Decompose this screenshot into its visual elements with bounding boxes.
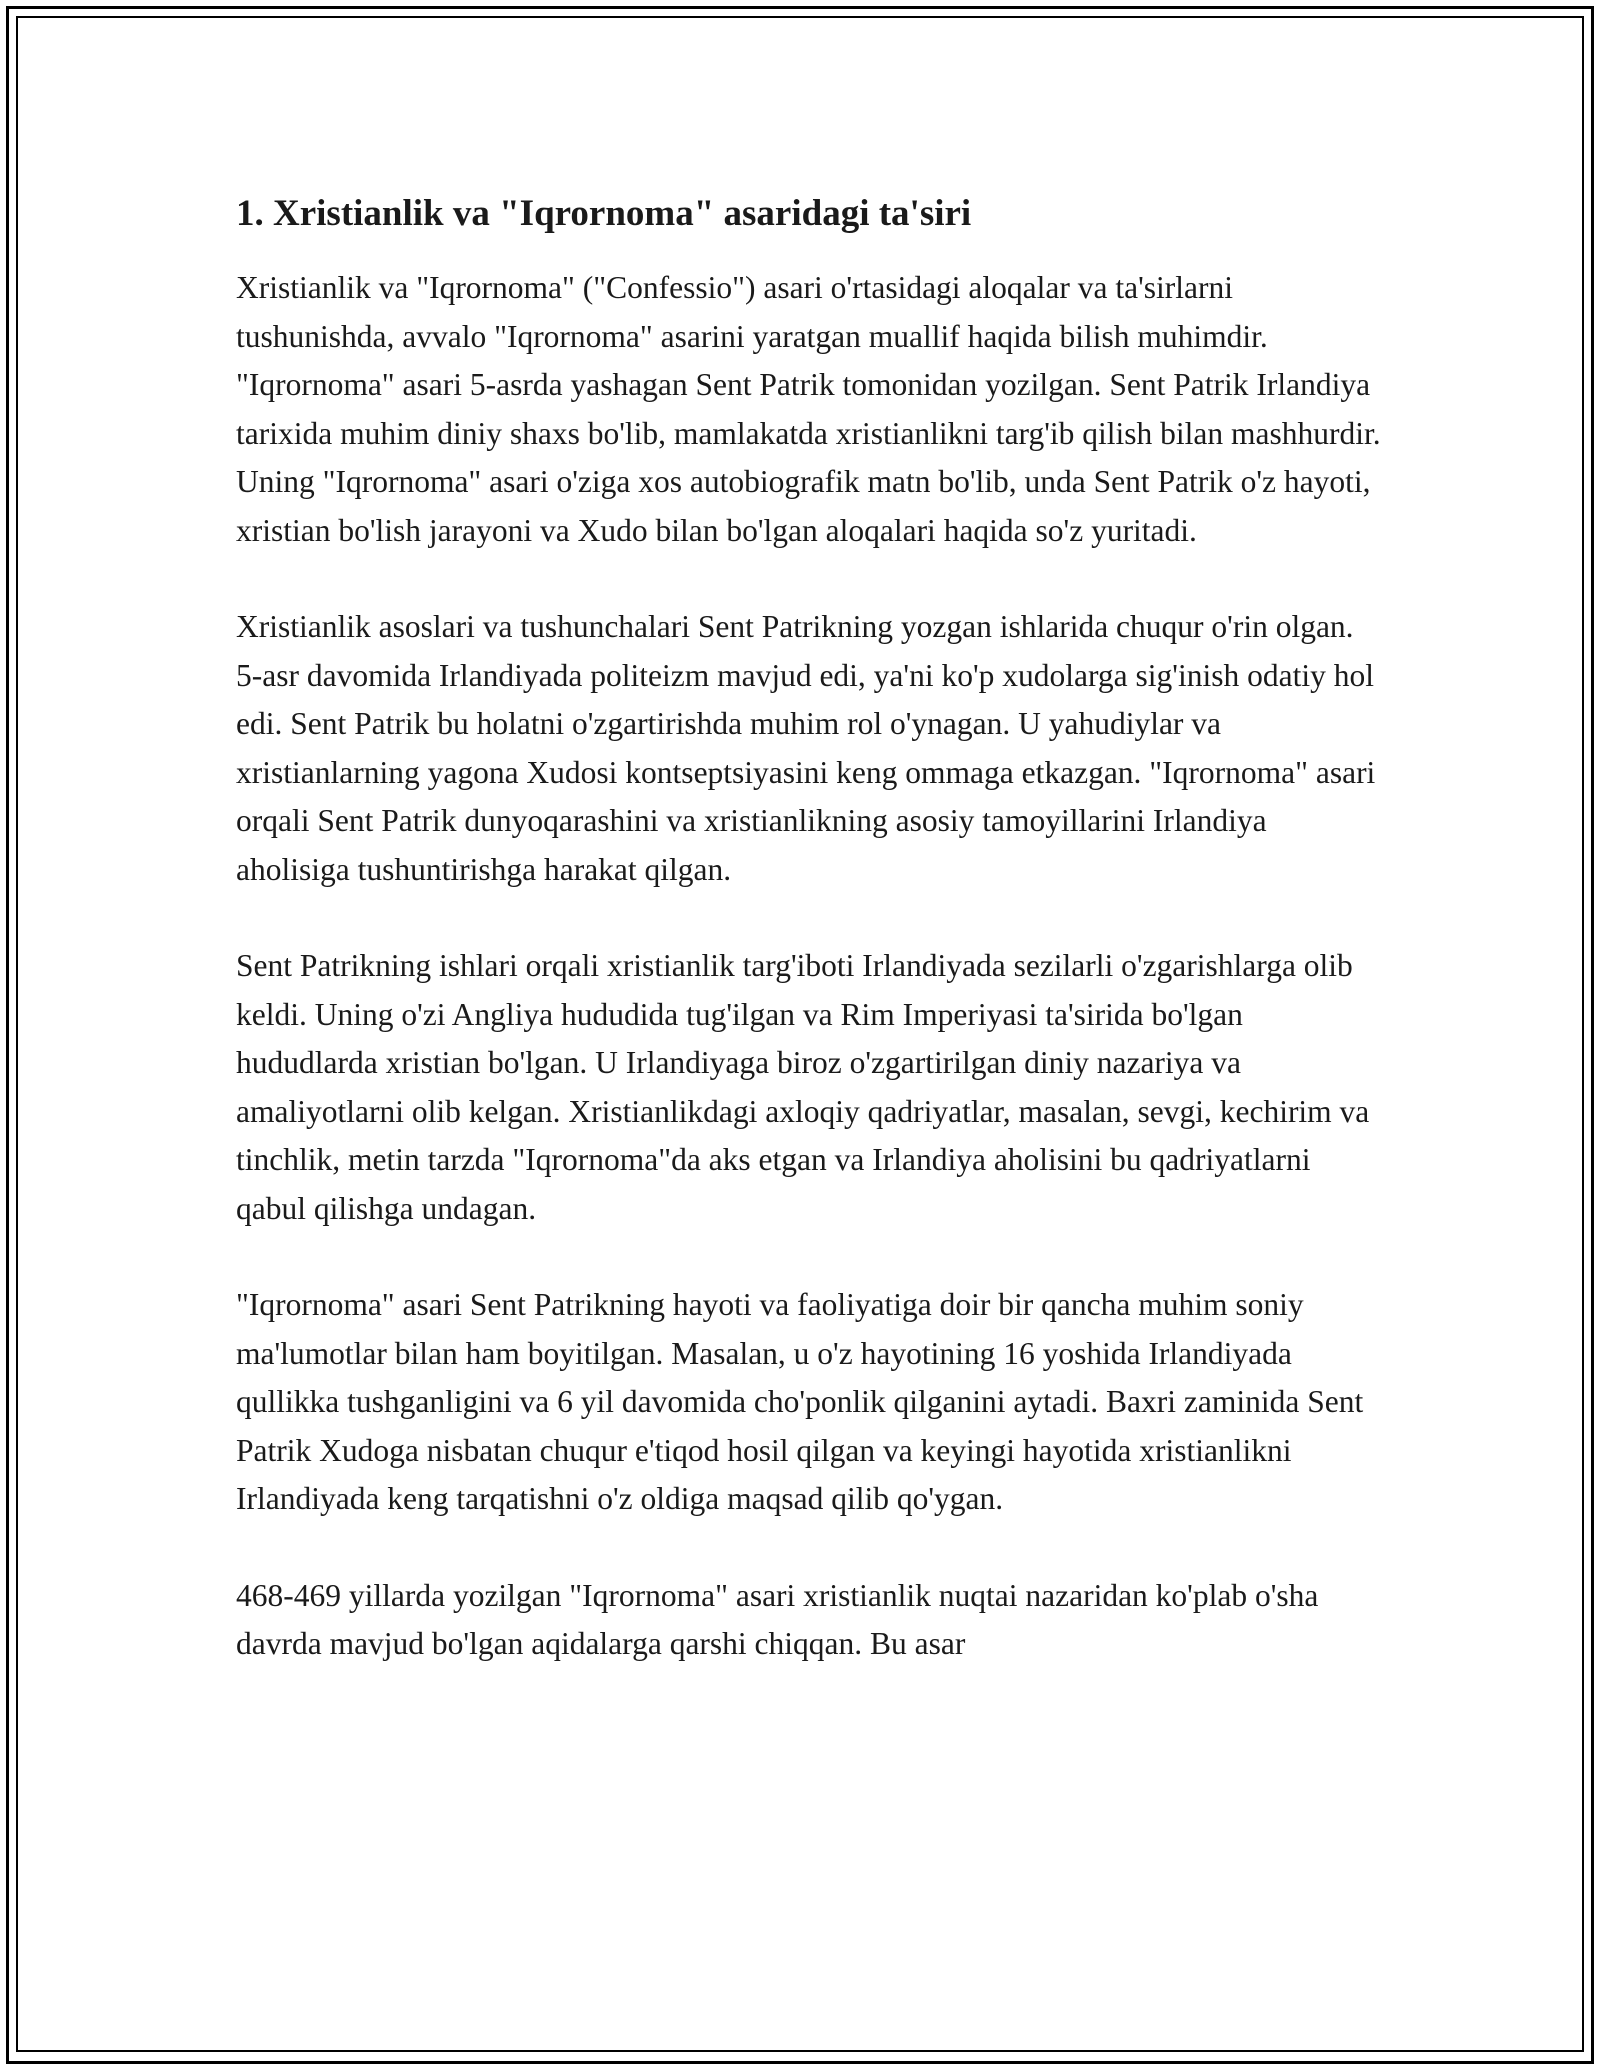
paragraph-2: Xristianlik asoslari va tushunchalari Sent Patrikning yozgan ishlarida chuqur o'rin olgan. 5-asr davomida Irlandiyada politeizm mavjud edi, ya'ni ko'p xudolarga sig'inish odatiy hol edi. Sent Patrik bu holatni o'zgartirishda muhim rol o'ynagan. U yahudiylar va xristianlarning yagona Xudosi kontseptsiyasini keng ommaga etkazgan. "Iqrornoma" asari orqali Sent Patrik dunyoqarashini va xristianlikning asosiy tamoyillarini Irlandiya aholisiga tushuntirishga harakat qilgan.	[236, 609, 1376, 887]
section-heading: 1. Xristianlik va "Iqrornoma" asaridagi ta'siri	[236, 193, 972, 234]
paragraph-1: Xristianlik va "Iqrornoma" ("Confessio") asari o'rtasidagi aloqalar va ta'sirlarni tushunishda, avvalo "Iqrornoma" asarini yaratgan muallif haqida bilish muhimdir. "Iqrornoma" asari 5-asrda yashagan Sent Patrik tomonidan yozilgan. Sent Patrik Irlandiya tarixida muhim diniy shaxs bo'lib, mamlakatda xristianlikni targ'ib qilish bilan mashhurdir. Uning "Iqrornoma" asari o'ziga xos autobiografik matn bo'lib, unda Sent Patrik o'z hayoti, xristian bo'lish jarayoni va Xudo bilan bo'lgan aloqalari haqida so'z yuritadi.	[236, 270, 1381, 548]
paragraph-5: 468-469 yillarda yozilgan "Iqrornoma" asari xristianlik nuqtai nazaridan ko'plab o'sha davrda mavjud bo'lgan aqidalarga qarshi chiqqan. Bu asar	[236, 1577, 1319, 1661]
paragraph-3: Sent Patrikning ishlari orqali xristianlik targ'iboti Irlandiyada sezilarli o'zgarishlarga olib keldi. Uning o'zi Angliya hududida tug'ilgan va Rim Imperiyasi ta'sirida bo'lgan hududlarda xristian bo'lgan. U Irlandiyaga biroz o'zgartirilgan diniy nazariya va amaliyotlarni olib kelgan. Xristianlikdagi axloqiy qadriyatlar, masalan, sevgi, kechirim va tinchlik, metin tarzda "Iqrornoma"da aks etgan va Irlandiya aholisini bu qadriyatlarni qabul qilishga undagan.	[236, 948, 1370, 1226]
document-body	[236, 186, 1386, 1717]
paragraph-4: "Iqrornoma" asari Sent Patrikning hayoti va faoliyatiga doir bir qancha muhim soniy ma'lumotlar bilan ham boyitilgan. Masalan, u o'z hayotining 16 yoshida Irlandiyada qullikka tushganligini va 6 yil davomida cho'ponlik qilganini aytadi. Baxri zaminida Sent Patrik Xudoga nisbatan chuqur e'tiqod hosil qilgan va keyingi hayotida xristianlikni Irlandiyada keng tarqatishni o'z oldiga maqsad qilib qo'ygan.	[236, 1287, 1364, 1516]
